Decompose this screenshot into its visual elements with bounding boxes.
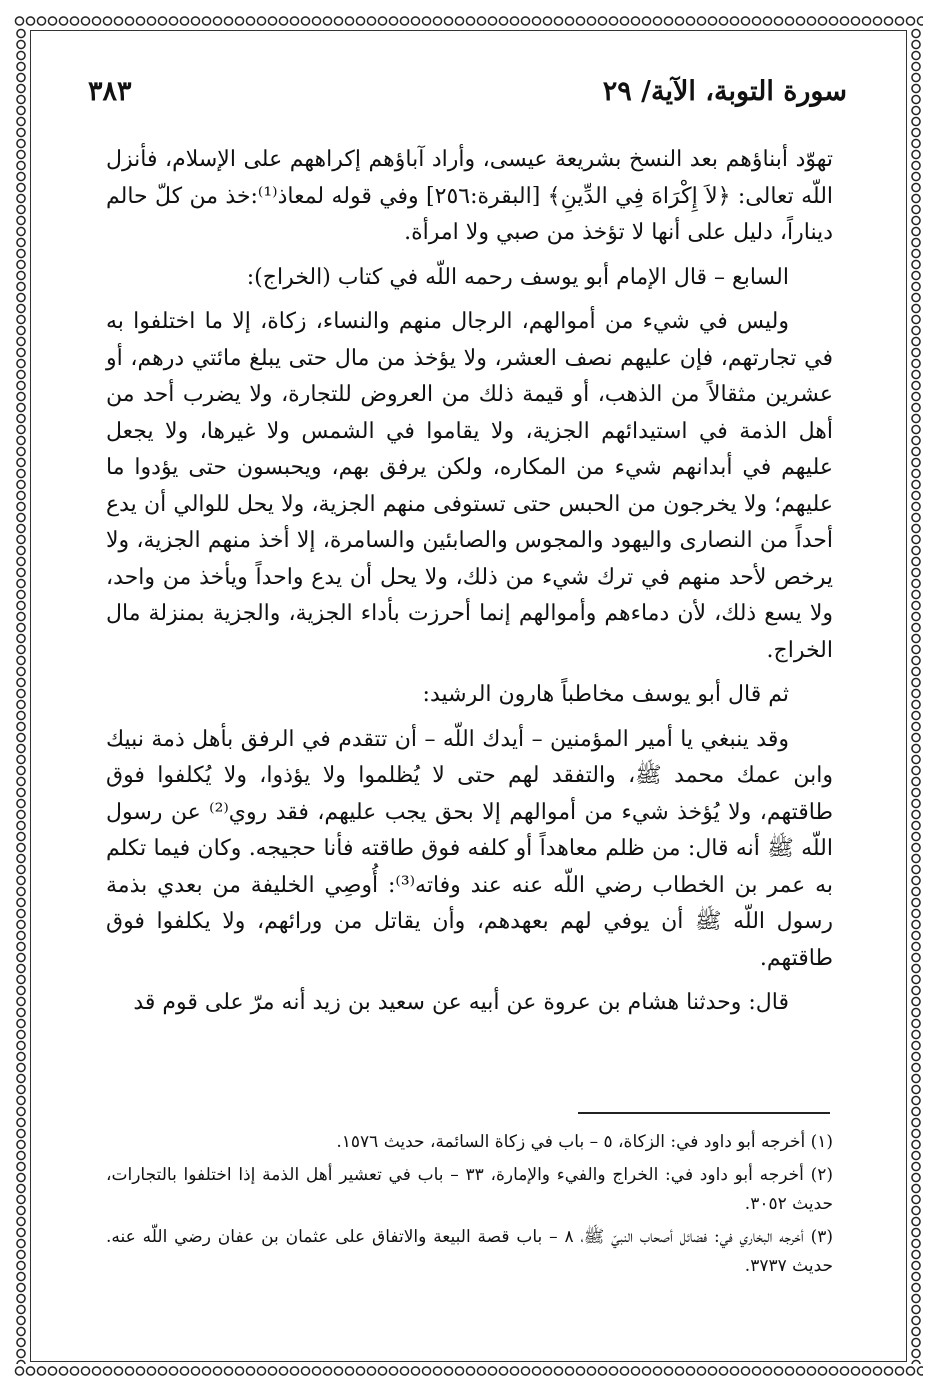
footnote: (٣) أخرجه البخاري في: فضائل أصحاب النبيّ ﷺ، ٨ – باب قصة البيعة والاتفاق على عثمان بن عفان رضي اللّه عنه. حديث ٣٧٣٧. — [106, 1227, 833, 1276]
paragraph: قال: وحدثنا هشام بن عروة عن أبيه عن سعيد بن زيد أنه مرّ على قوم قد — [133, 990, 789, 1015]
border-left — [14, 28, 28, 1364]
page-number: ٣٨٣ — [88, 76, 132, 107]
border-bottom — [14, 1364, 923, 1378]
main-text — [106, 142, 833, 1030]
paragraph: السابع – قال الإمام أبو يوسف رحمه اللّه في كتاب (الخراج): — [246, 264, 789, 290]
paragraph: وليس في شيء من أموالهم، الرجال منهم والنساء، زكاة، إلا ما اختلفوا به في تجارتهم، فإن عليهم نصف العشر، ولا يؤخذ من مال حتى يبلغ مائتي درهم، أو عشرين مثقالاً من الذهب، أو قيمة ذلك من العروض للتجارة، ولا يضرب أحد من أهل الذمة في استيدائهم الجزية، ولا يقاموا في الشمس ولا غيرها، ولا يجعل عليهم في أبدانهم شيء من المكاره، ولكن يرفق بهم، ويحبسون حتى يؤدوا ما عليهم؛ ولا يخرجون من الحبس حتى تستوفى منهم الجزية، ولا يحل للوالي أن يدع أحداً من النصارى واليهود والمجوس والصابئين والسامرة، إلا أخذ منهم الجزية، ولا يرخص لأحد منهم في ترك شيء من ذلك، ولا يحل أن يدع واحداً ويأخذ من واحد، ولا يسع ذلك، لأن دماءهم وأموالهم إنما أحرزت بأداء الجزية، والجزية بمنزلة مال الخراج. — [106, 309, 833, 663]
paragraph: ثم قال أبو يوسف مخاطباً هارون الرشيد: — [422, 682, 789, 707]
paragraph: تهوّد أبناؤهم بعد النسخ بشريعة عيسى، وأراد آباؤهم إكراههم على الإسلام، فأنزل اللّه تعالى: ﴿لاَ إِكْرَاهَ فِي الدِّينِ﴾ [البقرة:٢٥٦] وفي قوله لمعاذ⁽¹⁾:خذ من كلّ حالم ديناراً، دليل على أنها لا تؤخذ من صبي ولا امرأة. — [106, 147, 834, 245]
border-top — [14, 14, 923, 28]
footnotes — [106, 1128, 833, 1285]
running-title: سورة التوبة، الآية/ ٢٩ — [602, 76, 847, 107]
paragraph: وقد ينبغي يا أمير المؤمنين – أيدك اللّه – أن تتقدم في الرفق بأهل ذمة نبيك وابن عمك محمد ﷺ، والتفقد لهم حتى لا يُظلموا ولا يؤذوا، ولا يُكلفوا فوق طاقتهم، ولا يُؤخذ شيء من أموالهم إلا بحق يجب عليهم، فقد روي⁽²⁾ عن رسول اللّه ﷺ أنه قال: من ظلم معاهداً أو كلفه فوق طاقته فأنا حجيجه. وكان فيما تكلم به عمر بن الخطاب رضي اللّه عنه عند وفاته⁽³⁾: أُوصِي الخليفة من بعدي بذمة رسول اللّه ﷺ أن يوفي لهم بعهدهم، وأن يقاتل من ورائهم، ولا يكلفوا فوق طاقتهم. — [106, 726, 833, 971]
border-right — [909, 28, 923, 1364]
footnote: (١) أخرجه أبو داود في: الزكاة، ٥ – باب في زكاة السائمة، حديث ١٥٧٦. — [336, 1132, 833, 1152]
footnote-separator — [578, 1112, 830, 1114]
footnote: (٢) أخرجه أبو داود في: الخراج والفيء والإمارة، ٣٣ – باب في تعشير أهل الذمة إذا اختلفوا بالتجارات، حديث ٣٠٥٢. — [106, 1165, 833, 1214]
page-header — [88, 76, 847, 116]
